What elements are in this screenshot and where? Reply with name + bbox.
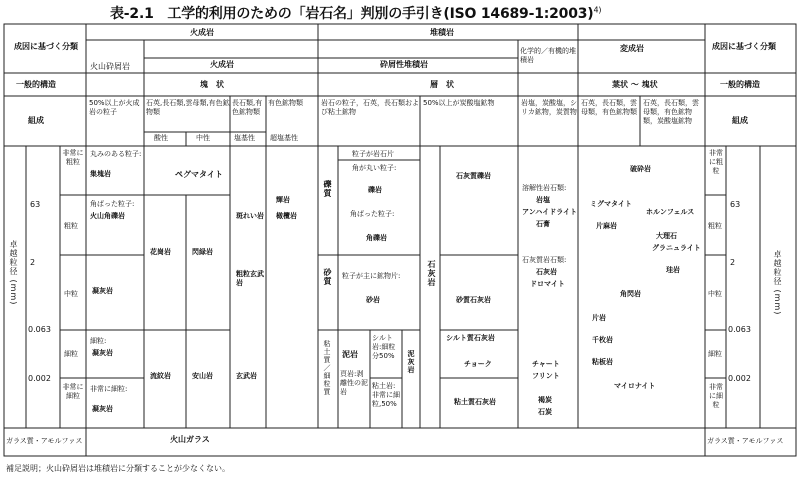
rock-granulite: グラニュライト bbox=[652, 244, 701, 252]
grain-0002-right: 0.002 bbox=[728, 374, 751, 383]
rock-quartzite: 珪岩 bbox=[666, 266, 680, 274]
grain-0002-left: 0.002 bbox=[28, 374, 51, 383]
rock-gneiss: 片麻岩 bbox=[596, 222, 617, 230]
rock-andesite: 安山岩 bbox=[192, 372, 213, 380]
pyro-round: 丸みのある粒子: bbox=[90, 150, 142, 158]
sed-arenaceous: 砂質 bbox=[323, 268, 332, 286]
foliated-label: 葉状 ～ 塊状 bbox=[612, 80, 658, 89]
grain-63-right: 63 bbox=[730, 200, 741, 209]
comp-ig3: 有色鉱物類 bbox=[268, 99, 303, 107]
grain-axis-left: 卓越粒径 (mm) bbox=[9, 240, 18, 306]
comp-clast: 岩石の粒子，石英，長石類および粘土鉱物 bbox=[321, 99, 419, 116]
rock-mudstone: 泥岩 bbox=[342, 350, 358, 359]
comp-basic: 塩基性 bbox=[234, 134, 255, 142]
igneous-header: 火成岩 bbox=[190, 28, 214, 37]
glass-volcanic: 火山ガラス bbox=[170, 435, 210, 444]
rock-sandstone: 砂岩 bbox=[366, 296, 380, 304]
genetic-header-right: 成因に基づく分類 bbox=[712, 42, 776, 51]
rock-pyroxenite: 輝岩 bbox=[276, 196, 290, 204]
comp-chem: 岩塩，炭酸塩，シリカ鉱物，炭質物 bbox=[521, 99, 577, 116]
rock-marble: 大理石 bbox=[656, 232, 677, 240]
rock-gabbro: 斑れい岩 bbox=[236, 212, 264, 220]
rock-basalt: 玄武岩 bbox=[236, 372, 257, 380]
rock-anhydrite: アンハイドライト bbox=[522, 208, 578, 216]
title-reference: 4) bbox=[593, 5, 602, 15]
rock-cataclasite: 破砕岩 bbox=[630, 165, 651, 173]
chem-evaporite: 溶解性岩石類: bbox=[522, 184, 567, 192]
rock-dolomite: ドロマイト bbox=[530, 280, 565, 288]
grain-very-fine-left: 非常に細粒 bbox=[62, 383, 84, 400]
rock-clay-limestone: 粘土質石灰岩 bbox=[454, 398, 496, 406]
sed-angular: 角ばった粒子: bbox=[350, 210, 395, 218]
grain-coarse-right: 粗粒 bbox=[708, 222, 722, 230]
rock-gypsum: 石膏 bbox=[536, 220, 550, 228]
grain-fine-left: 細粒 bbox=[64, 350, 78, 358]
rock-granite: 花崗岩 bbox=[150, 248, 171, 256]
grain-very-coarse-right: 非常に粗粒 bbox=[709, 149, 723, 175]
sedimentary-header: 堆積岩 bbox=[430, 28, 454, 37]
genetic-header-left: 成因に基づく分類 bbox=[14, 42, 78, 51]
composition-right: 組成 bbox=[732, 116, 748, 125]
rock-amphibolite: 角閃岩 bbox=[620, 290, 641, 298]
grain-very-fine-right: 非常に細粒 bbox=[709, 383, 723, 409]
pyro-angular: 角ばった粒子: bbox=[90, 200, 135, 208]
layered-label: 層 状 bbox=[430, 80, 454, 89]
rock-silty-limestone: シルト質石灰岩 bbox=[446, 334, 495, 342]
sed-round: 角が丸い粒子: bbox=[352, 164, 397, 172]
comp-ig1: 石英,長石類,雲母類,有色鉱物類 bbox=[146, 99, 230, 116]
comp-acid: 酸性 bbox=[154, 134, 168, 142]
igneous-sub-header: 火成岩 bbox=[210, 60, 234, 69]
rock-chalk: チョーク bbox=[464, 360, 492, 368]
pyro-fine-tuff: 凝灰岩 bbox=[92, 349, 113, 357]
comp-pyro: 50%以上が火成岩の粒子 bbox=[89, 99, 140, 116]
footnote: 補足説明；火山砕屑岩は堆積岩に分類することが少なくない。 bbox=[6, 464, 230, 473]
rock-conglomerate: 礫岩 bbox=[368, 186, 382, 194]
rock-calc-sandstone: 砂質石灰岩 bbox=[456, 296, 491, 304]
comp-meta2: 石英，長石類，雲母類，有色鉱物類，炭酸塩鉱物 bbox=[643, 99, 699, 125]
comp-ig2: 長石類,有色鉱物類 bbox=[232, 99, 263, 116]
chemical-header: 化学的／有機的堆積岩 bbox=[520, 47, 576, 64]
rock-schist: 片岩 bbox=[592, 314, 606, 322]
rock-limestone-column: 石灰岩 bbox=[427, 260, 436, 287]
rock-hornfels: ホルンフェルス bbox=[646, 208, 695, 216]
grain-0063-left: 0.063 bbox=[28, 325, 51, 334]
rock-migmatite: ミグマタイト bbox=[590, 200, 632, 208]
grain-0063-right: 0.063 bbox=[728, 325, 751, 334]
sed-grain-rock: 粒子が岩石片 bbox=[352, 150, 394, 158]
glass-right: ガラス質・アモルファス bbox=[707, 437, 784, 445]
rock-peridotite: 橄欖岩 bbox=[276, 212, 297, 220]
grain-63-left: 63 bbox=[30, 200, 41, 209]
rock-marl: 泥灰岩 bbox=[407, 350, 415, 374]
grain-2-right: 2 bbox=[730, 258, 736, 267]
rock-dolerite: 粗粒玄武岩 bbox=[236, 270, 264, 287]
pyroclastic-header: 火山砕屑岩 bbox=[90, 62, 130, 71]
rock-claystone: 粘土岩:非常に細粒,50% bbox=[372, 382, 400, 408]
rock-mylonite: マイロナイト bbox=[614, 382, 656, 390]
rock-pegmatite: ペグマタイト bbox=[175, 170, 223, 179]
grain-very-coarse-left: 非常に粗粒 bbox=[62, 149, 84, 166]
sed-argillaceous: 粘土質／細粒質 bbox=[323, 340, 331, 396]
rock-halite: 岩塩 bbox=[536, 196, 550, 204]
grain-2-left: 2 bbox=[30, 258, 36, 267]
pyro-very-fine-tuff: 凝灰岩 bbox=[92, 405, 113, 413]
rock-flint: フリント bbox=[532, 372, 560, 380]
grain-medium-right: 中粒 bbox=[708, 290, 722, 298]
rock-chert: チャート bbox=[532, 360, 560, 368]
table-title: 表-2.1 工学的利用のための「岩石名」判別の手引き(ISO 14689-1:2003)$^{4)}$ bbox=[110, 5, 602, 22]
rock-diorite: 閃緑岩 bbox=[192, 248, 213, 256]
comp-carb: 50%以上が炭酸塩鉱物 bbox=[423, 99, 495, 107]
grain-medium-left: 中粒 bbox=[64, 290, 78, 298]
rock-coal: 石炭 bbox=[538, 408, 552, 416]
rock-slate: 粘板岩 bbox=[592, 358, 613, 366]
rock-calc-rudite: 石灰質礫岩 bbox=[456, 172, 491, 180]
rock-lignite: 褐炭 bbox=[538, 396, 552, 404]
structure-right: 一般的構造 bbox=[720, 80, 760, 89]
grain-axis-right: 卓越粒径 (mm) bbox=[773, 250, 782, 316]
clastic-header: 砕屑性堆積岩 bbox=[380, 60, 428, 69]
sed-rudaceous: 礫質 bbox=[323, 180, 332, 198]
chem-calcareous: 石灰質岩石類: bbox=[522, 256, 567, 264]
comp-neutral: 中性 bbox=[196, 134, 210, 142]
pyro-tuff: 凝灰岩 bbox=[92, 287, 113, 295]
structure-left: 一般的構造 bbox=[16, 80, 56, 89]
comp-ultrabasic: 超塩基性 bbox=[270, 134, 298, 142]
grain-coarse-left: 粗粒 bbox=[64, 222, 78, 230]
rock-rhyolite: 流紋岩 bbox=[150, 372, 171, 380]
metamorphic-header: 変成岩 bbox=[620, 44, 644, 53]
pyro-very-fine: 非常に細粒: bbox=[90, 385, 128, 393]
comp-meta1: 石英，長石類，雲母類，有色鉱物類 bbox=[581, 99, 637, 116]
massive-label: 塊 状 bbox=[200, 80, 224, 89]
composition-left: 組成 bbox=[28, 116, 44, 125]
rock-limestone2: 石灰岩 bbox=[536, 268, 557, 276]
rock-phyllite: 千枚岩 bbox=[592, 336, 613, 344]
glass-left: ガラス質・アモルファス bbox=[6, 437, 83, 445]
rock-siltstone: シルト岩:細粒分50% bbox=[372, 334, 396, 360]
pyro-breccia: 火山角礫岩 bbox=[90, 212, 125, 220]
sed-mineral: 粒子が主に鉱物片: bbox=[342, 272, 401, 280]
rock-shale: 頁岩:剥離性の泥岩 bbox=[340, 370, 368, 396]
rock-breccia: 角礫岩 bbox=[366, 234, 387, 242]
grain-fine-right: 細粒 bbox=[708, 350, 722, 358]
pyro-agglomerate: 集塊岩 bbox=[90, 170, 111, 178]
pyro-fine: 細粒: bbox=[90, 337, 107, 345]
